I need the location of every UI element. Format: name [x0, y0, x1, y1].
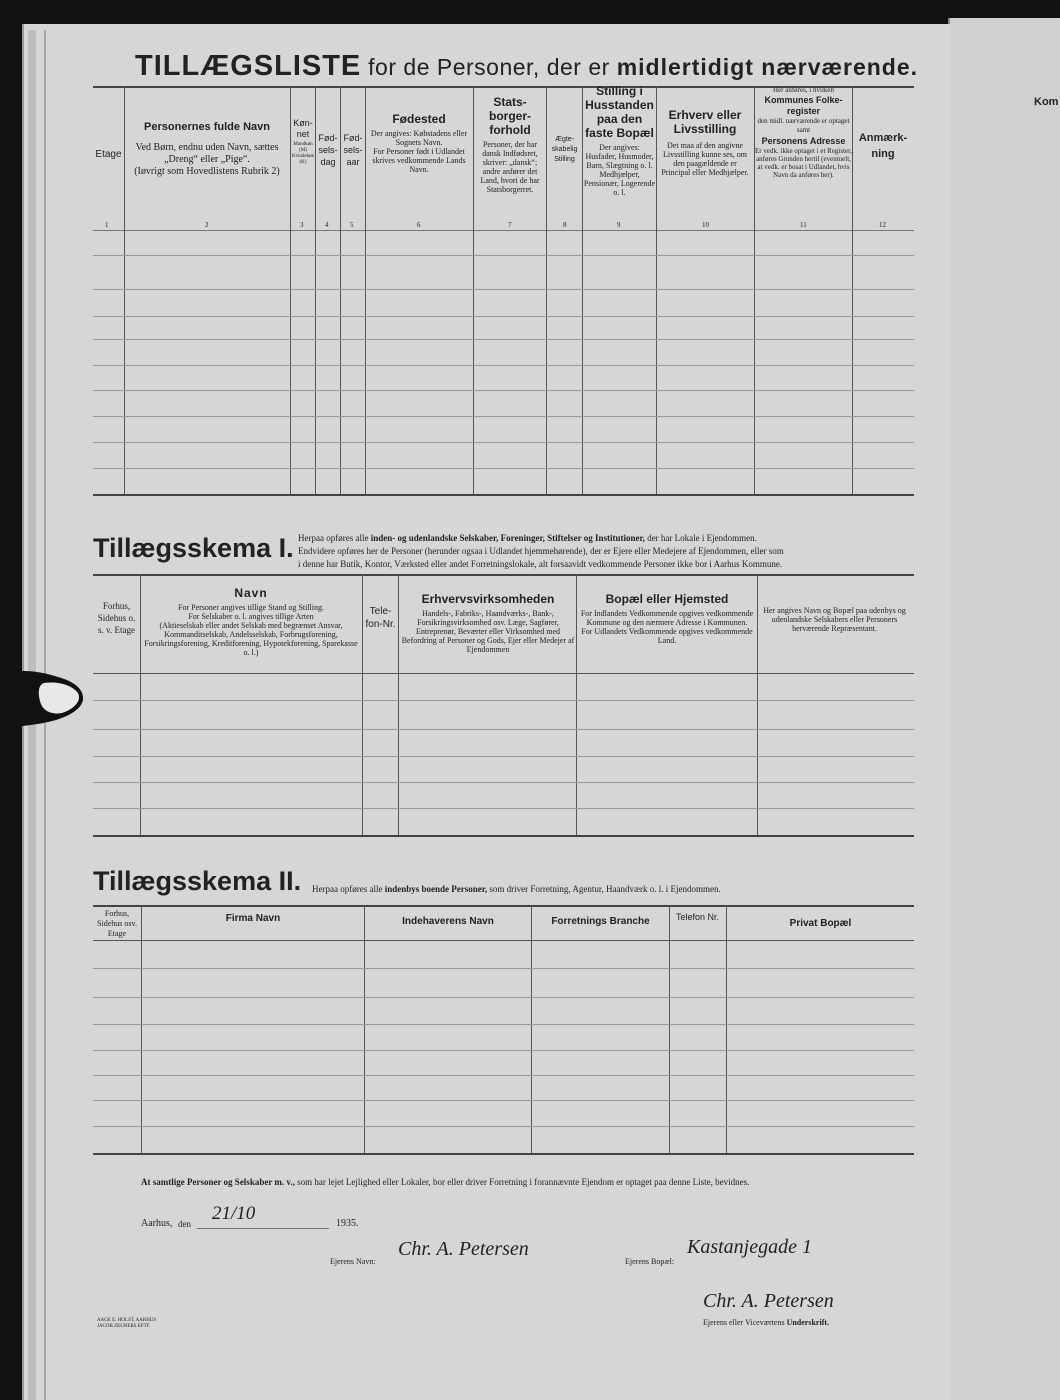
- t1-col-line: [656, 86, 657, 494]
- title-mid: for de Personer, der er: [361, 54, 617, 80]
- col-erhverv-header: [658, 108, 752, 177]
- s2-col-indehaver: Indehaverens Navn: [402, 916, 494, 927]
- signature-label: [703, 1317, 829, 1329]
- skema2-desc-c: som driver Forretning, Agentur, Haandværk o. l. i Ejendommen.: [487, 884, 721, 894]
- table1-bottom-border: [93, 494, 914, 496]
- skema1-desc-1: [298, 532, 757, 544]
- col-koen-title: Køn-net: [293, 118, 313, 139]
- skema2-desc: [312, 883, 721, 895]
- skema2-heading: Tillægsskema II.: [93, 866, 302, 896]
- col-folkeregister-title: Kommunes Folke-register: [764, 95, 843, 116]
- col-folkeregister-pre: Her anføres, i hvilken: [772, 86, 835, 94]
- table-row: [93, 997, 914, 998]
- table-row: [93, 1126, 914, 1127]
- s1-col-bopael-note: For Indlandets Vedkommende opgives vedkommende Kommune og den nærmere Adresse i Kommunen. For Udlandets Vedkommende opgives vedkommende Land.: [580, 609, 754, 645]
- s1-col-line: [140, 574, 141, 835]
- skema1-desc-2: Endvidere opføres her de Personer (herunder ogsaa i Udlandet hjemmehørende), der er Ejere eller Medejere af Ejendommen, eller som: [298, 546, 784, 556]
- skema1-bottom-border: [93, 835, 914, 837]
- table-row: [93, 1100, 914, 1101]
- col-erhverv-title: Erhverv eller Livsstilling: [668, 108, 742, 136]
- col-num: 5: [350, 221, 354, 229]
- s1-col-etage: Forhus, Sidehus o. s. v. Etage: [97, 601, 136, 635]
- col-folkeregister-header: [755, 86, 852, 179]
- table-row: [93, 1050, 914, 1051]
- s1-col-line: [757, 574, 758, 835]
- table-row: [93, 416, 914, 417]
- col-stilling-title: Stilling i Husstanden paa den faste Bopæl: [585, 84, 654, 140]
- table-row: [93, 729, 914, 730]
- table-row: [93, 365, 914, 366]
- s2-col-firma: Firma Navn: [225, 913, 281, 924]
- title-bold: midlertidigt nærværende.: [616, 54, 919, 80]
- col-anmaerkning-header: Anmærk-ning: [858, 132, 908, 160]
- col-folkeregister-title2: Personens Adresse: [761, 136, 846, 146]
- signature-handwritten: Chr. A. Petersen: [703, 1290, 834, 1312]
- signature-label-c: Underskrift.: [786, 1318, 830, 1327]
- s1-col-navn-title: Navn: [234, 586, 268, 600]
- s1-col-navn: [143, 586, 359, 657]
- s1-col-erhverv: [401, 592, 575, 654]
- skema2-header-bottom: [93, 940, 914, 941]
- skema1-desc-1b: inden- og udenlandske Selskaber, Foreninger, Stiftelser og Institutioner,: [370, 533, 645, 543]
- footer-statement-b: som har lejet Lejlighed eller Lokaler, bor eller driver Forretning i forannævnte Ejendom er optaget paa denne Liste, bevidnes.: [294, 1177, 750, 1187]
- s2-col-privat: Privat Bopæl: [789, 918, 852, 929]
- col-statsborger-header: [475, 95, 545, 194]
- col-num: 4: [325, 221, 329, 229]
- s1-col-bopael: [579, 592, 755, 645]
- table-row: [93, 756, 914, 757]
- s2-col-line: [726, 905, 727, 1153]
- skema1-header-bottom: [93, 673, 914, 674]
- next-page: [948, 18, 1060, 1400]
- col-etage-header: [93, 150, 124, 159]
- table-row: [93, 468, 914, 469]
- col-num: 12: [879, 221, 886, 229]
- date-line: [197, 1228, 329, 1229]
- col-foedselsaar-header: Fød-sels-aar: [343, 133, 363, 167]
- col-foedested-header: [368, 112, 470, 174]
- s2-col-etage: Forhus, Sidehus osv. Etage: [97, 909, 137, 938]
- s2-col-line: [531, 905, 532, 1153]
- col-folkeregister-note: Er vedk. ikke optaget i et Register, anføres Grunden hertil (eventuelt, at vedk. er bosat i Udlandet, hvis Navn da anføres her).: [755, 147, 852, 179]
- table1-header-bottom: [93, 230, 914, 231]
- col-folkeregister-sub: den midl. nærværende er optaget samt: [757, 117, 850, 134]
- s1-col-line: [576, 574, 577, 835]
- col-navn-header: [128, 120, 286, 178]
- skema2-desc-a: Herpaa opføres alle: [312, 884, 385, 894]
- table-row: [93, 1024, 914, 1025]
- footer-city: Aarhus,: [141, 1218, 173, 1229]
- col-foedested-title: Fødested: [392, 112, 446, 126]
- col-num: 11: [800, 221, 807, 229]
- table-row: [93, 255, 914, 256]
- skema2-bottom-border: [93, 1153, 914, 1155]
- s2-col-line: [669, 905, 670, 1153]
- col-num: 9: [617, 221, 621, 229]
- col-num: 2: [205, 221, 209, 229]
- col-navn-note: Ved Børn, endnu uden Navn, sættes „Dreng“ eller „Pige“. (Iøvrigt som Hovedlistens Rubrik 2): [134, 142, 280, 177]
- col-koen-header: [291, 118, 315, 166]
- s1-col-erhverv-note: Handels-, Fabriks-, Haandværks-, Bank-, Forsikringsvirksomhed osv. Læge, Sagfører, Entreprenør, Beværter eller Virksomhed med Befordring af Personer og Gods, Ejer eller Medejer af Ejendommen: [401, 609, 575, 654]
- skema2-desc-b: indenbys boende Personer,: [384, 884, 488, 894]
- address-handwritten: Kastanjegade 1: [687, 1236, 812, 1258]
- s1-col-telefon: Tele-fon-Nr.: [365, 606, 396, 630]
- next-page-text: Kom: [1034, 96, 1059, 108]
- table-row: [93, 316, 914, 317]
- col-num: 8: [563, 221, 567, 229]
- s1-col-bopael-title: Bopæl eller Hjemsted: [605, 592, 729, 606]
- col-statsborger-title: Stats-borger-forhold: [489, 95, 531, 137]
- signature-label-b: eller Viceværtens: [727, 1318, 787, 1327]
- footer-statement-a: At samtlige Personer og Selskaber m. v.,: [141, 1177, 295, 1187]
- s2-col-branche: Forretnings Branche: [551, 916, 650, 927]
- col-stilling-header: [583, 84, 656, 197]
- col-stilling-note: Der angives: Husfader, Husmoder, Barn, Slægtning o. l. Medhjælper, Pensionær, Logerende o. l.: [583, 143, 656, 197]
- table-row: [93, 442, 914, 443]
- owner-handwritten: Chr. A. Petersen: [398, 1238, 529, 1260]
- table-row: [93, 968, 914, 969]
- s1-col-line: [398, 574, 399, 835]
- s1-col-repr: Her angives Navn og Bopæl paa udenbys og udenlandske Selskabers eller Personers herværende Repræsentant.: [763, 606, 906, 633]
- table-row: [93, 700, 914, 701]
- table-row: [93, 782, 914, 783]
- table-row: [93, 808, 914, 809]
- footer-year: 1935.: [336, 1218, 359, 1229]
- table-row: [93, 289, 914, 290]
- col-navn-title: Personernes fulde Navn: [144, 121, 270, 133]
- finger-image: [0, 665, 85, 735]
- t1-col-line: [473, 86, 474, 494]
- t1-col-line: [365, 86, 366, 494]
- skema1-heading: Tillægsskema I.: [93, 533, 294, 563]
- col-koen-note: Mandkøn (M) Kvindekøn (K): [291, 142, 315, 165]
- footer-statement: [141, 1176, 749, 1188]
- col-foedested-note: Der angives: Købstadens eller Sognets Navn. For Personer født i Udlandet skrives vedkommende Lands Navn.: [370, 129, 468, 174]
- footer-den: den: [178, 1219, 191, 1229]
- page-title: [135, 50, 918, 83]
- s2-col-line: [364, 905, 365, 1153]
- printer-mark: AAGE E. HOLST, AARHUS JACOB ZEUNERS EFTF.: [97, 1318, 157, 1329]
- table-row: [93, 1075, 914, 1076]
- table-row: [93, 390, 914, 391]
- skema2-top-border: [93, 905, 914, 907]
- col-foedselsdag-header: Fød-sels-dag: [318, 133, 338, 167]
- s1-col-erhverv-title: Erhvervsvirksomheden: [421, 592, 555, 606]
- col-num: 1: [105, 221, 109, 229]
- col-etage-title: Etage: [95, 149, 122, 160]
- col-num: 6: [417, 221, 421, 229]
- skema1-desc-1c: der har Lokale i Ejendommen.: [644, 533, 757, 543]
- col-num: 10: [702, 221, 709, 229]
- skema1-desc-3: i denne har Butik, Kontor, Værksted eller andet Forretningslokale, alt forsaavidt vedkommende Personer ikke bor i Aarhus Kommune.: [298, 559, 783, 569]
- col-num: 7: [508, 221, 512, 229]
- col-num: 3: [300, 221, 304, 229]
- address-label: Ejerens Bopæl:: [625, 1257, 675, 1266]
- skema1-desc-1a: Herpaa opføres alle: [298, 533, 371, 543]
- s1-col-navn-note: For Personer angives tillige Stand og Stilling. For Selskaber o. l. angives tillige Arten (Aktieselskab eller andet Selskab med begrænset Ansvar, Kommanditselskab, Andelsselskab, Forbrugsforening, Forsikringsforening, Kreditforening, Hypotekforening, Sparekasse o. l.): [144, 603, 358, 657]
- signature-label-a: Ejerens: [703, 1318, 727, 1327]
- s2-col-telefon: Telefon Nr.: [675, 912, 720, 922]
- t1-col-line: [124, 86, 125, 494]
- owner-label: Ejerens Navn:: [330, 1257, 376, 1266]
- s2-col-line: [141, 905, 142, 1153]
- col-aegteskab-header: Ægte-skabelig Stilling: [551, 136, 578, 163]
- date-handwritten: 21/10: [212, 1203, 256, 1224]
- col-statsborger-note: Personer, der har dansk Indfødsret, skriver: „dansk“; andre anfører det Land, hvori de har Statsborgerret.: [480, 140, 540, 194]
- table-row: [93, 339, 914, 340]
- title-main: TILLÆGSLISTE: [135, 50, 362, 82]
- col-erhverv-note: Det maa af den angivne Livsstilling kunne ses, om den paagældende er Principal eller Medhjælper.: [661, 141, 749, 177]
- skema1-top-border: [93, 574, 914, 576]
